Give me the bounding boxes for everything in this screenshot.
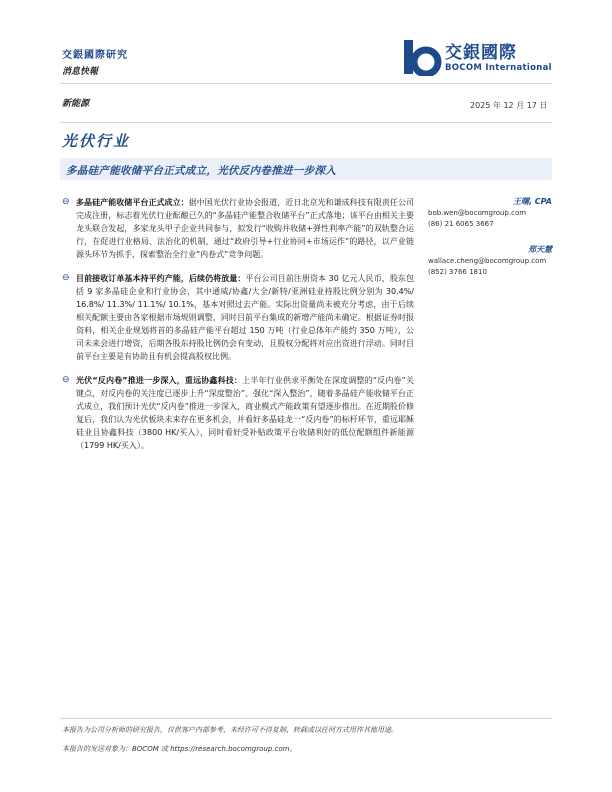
industry-title: 光伏行业 <box>62 132 131 150</box>
footer-disclaimer: 本报告为公司分析师的研究报告，仅供客户内部参考，未经许可不得复制、转载或以任何方式用作其他用途。 <box>62 726 398 734</box>
bullet-item <box>62 374 414 452</box>
analyst-name: 王曙, CPA <box>512 197 552 206</box>
bullet-lead: 光伏“反内卷”推进一步深入，重远协鑫科技： <box>76 376 243 385</box>
header-divider-2 <box>60 122 552 123</box>
logo-text-en: BOCOM International <box>445 63 552 73</box>
bullet-text: 据中国光伏行业协会报道，近日北京光和谦成科技有限责任公司完成注册，标志着光伏行业酝酿已久的“多晶硅产能整合收储平台”正式落地；该平台由相关主要龙头联合发起，多家龙头甲子企业共同参与，拟发行“收购并收储+弹性利率产能”的双轨整合运行，在促进行业格局、法治化的机制，通过“政府引导+行业协同+市场运作”的路径，以产业链源头环节为抓手，探索整治全行业“内卷式”竞争问题。 <box>76 198 415 259</box>
analyst-name: 郑天慧 <box>528 245 552 254</box>
analyst-email[interactable]: bob.wen@bocomgroup.com <box>428 209 527 217</box>
analyst-email[interactable]: wallace.cheng@bocomgroup.com <box>428 257 547 265</box>
footer-divider <box>60 718 552 719</box>
logo-text-cn: 交銀國際 <box>445 43 517 63</box>
bullet-lead: 目前接收订单基本持平约产能，后续仍将放量： <box>76 274 246 283</box>
report-title: 多晶硅产能收储平台正式成立，光伏反内卷推进一步深入 <box>66 165 336 177</box>
bullet-marker-icon: ⊖ <box>62 197 70 207</box>
bullet-text: 上半年行业供求平衡处在深度调整的“反内卷”关键点，对反内卷的关注度已逐步上升“深度整治”、强化“深入整治”，随着多晶硅产能收储平台正式成立，我们预计光伏“反内卷”推进一步深入，商业模式产能政策有望逐步推出。在近期股价修复后，我们认为光伏板块未来存在更多机会，并看好多晶硅龙一“反内卷”的标杆环节，重远耶稣硅业且协鑫科技（3800 HK/买入），同时看好受补贴政策平台收储利好的低位配额组件新能源（1799 HK/买入）。 <box>76 376 414 450</box>
report-date: 2025 年 12 月 17 日 <box>470 101 548 110</box>
header-divider <box>60 83 552 84</box>
analyst-card <box>428 196 552 230</box>
bullet-marker-icon: ⊖ <box>62 273 70 283</box>
bullet-marker-icon: ⊖ <box>62 375 70 385</box>
brand-name: 交銀國際研究 <box>62 50 128 61</box>
report-type: 消息快報 <box>62 67 99 77</box>
footer-distribution[interactable]: 本报告的发送对象为：BOCOM 或 https://research.bocomgroup.com。 <box>62 745 297 753</box>
bullet-lead: 多晶硅产能收储平台正式成立： <box>76 198 189 207</box>
sector-tag: 新能源 <box>62 99 90 109</box>
key-points <box>62 196 414 463</box>
analyst-contacts <box>428 196 552 292</box>
analyst-card <box>428 244 552 278</box>
bullet-text: 平台公司目前注册资本 30 亿元人民币，股东包括 9 家多晶硅企业和行业协会，其中通威/协鑫/大全/新特/亚洲硅业持股比例分别为 30.4%/ 16.8%/ 11.3%/ 11.1%/ 10.1%，基本对照过去产能。实际出资量尚未被充分考虑，由于后续相关配额主要由各家根据市场规则调整，同时目前平台集成的新增产能尚未确定。根据证券时报资料，相关企业规划将首的多晶硅产能平台超过 150 万吨（行业总体年产能约 350 万吨），公司未来会进行增资，后期各股东持股比例仍会有变动，且股权分配将对应出资进行浮动。同时目前平台主要是有协助且有机会提高股权比例。 <box>76 274 415 361</box>
bullet-item <box>62 272 414 363</box>
bocom-logo-icon <box>402 38 442 76</box>
analyst-phone: (86) 21 6065 3667 <box>428 220 494 228</box>
bullet-item <box>62 196 414 261</box>
analyst-phone: (852) 3766 1810 <box>428 268 487 276</box>
